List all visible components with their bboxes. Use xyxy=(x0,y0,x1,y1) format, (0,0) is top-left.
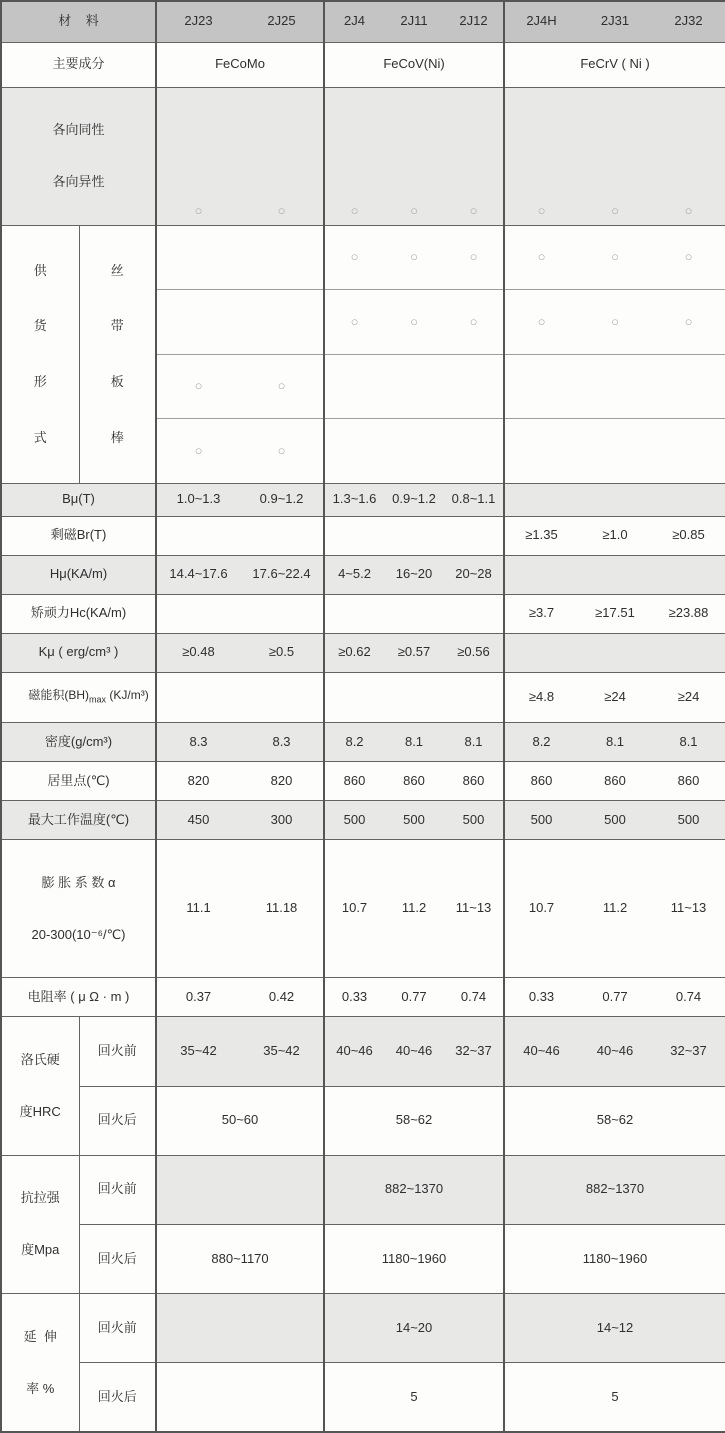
cell-value: ≥0.48 xyxy=(156,633,240,672)
cell-value: 35~42 xyxy=(156,1017,240,1086)
cell-value xyxy=(384,594,444,633)
section-label-line2: 度Mpa xyxy=(21,1242,60,1258)
anisotropy-mark: ○ xyxy=(444,87,504,225)
anisotropy-mark: ○ xyxy=(384,87,444,225)
cell-value xyxy=(156,1294,324,1363)
supply-mark: ○ xyxy=(240,419,324,484)
cell-value: 500 xyxy=(504,801,578,840)
cell-value: 300 xyxy=(240,801,324,840)
cell-value: ≥0.62 xyxy=(324,633,384,672)
supply-forms-label xyxy=(79,225,156,483)
cell-value: ≥24 xyxy=(578,672,652,722)
cell-value: 0.77 xyxy=(384,978,444,1017)
anisotropy-mark: ○ xyxy=(578,87,652,225)
row-label xyxy=(1,672,156,722)
supply-mark: ○ xyxy=(324,290,384,354)
cell-value: 11.1 xyxy=(156,840,240,978)
cell-value: 32~37 xyxy=(652,1017,725,1086)
cell-value: 0.9~1.2 xyxy=(384,483,444,516)
anisotropy-label-line2: 各向异性 xyxy=(52,174,105,190)
post-temper-label: 回火后 xyxy=(79,1363,156,1432)
cell-value xyxy=(652,633,725,672)
row-label: 剩磁Br(T) xyxy=(1,516,156,555)
supply-mark: ○ xyxy=(504,290,578,354)
row-label: Bμ(T) xyxy=(1,483,156,516)
anisotropy-label-line1: 各向同性 xyxy=(52,122,105,138)
header-material-2j4h: 2J4H xyxy=(504,1,578,42)
cell-value: 860 xyxy=(324,762,384,801)
supply-mark xyxy=(240,290,324,354)
cell-value xyxy=(578,555,652,594)
cell-value: 882~1370 xyxy=(324,1155,504,1224)
supply-mark: ○ xyxy=(578,290,652,354)
cell-value: 8.1 xyxy=(444,723,504,762)
elongation-section-label xyxy=(1,1294,79,1433)
anisotropy-label xyxy=(1,87,156,225)
supply-label-char: 式 xyxy=(33,429,47,445)
row-label-line2: 20-300(10⁻⁶/℃) xyxy=(31,926,126,942)
supply-mark xyxy=(504,419,578,484)
cell-value: ≥0.57 xyxy=(384,633,444,672)
cell-value xyxy=(156,1363,324,1432)
row-label: 矫顽力Hc(KA/m) xyxy=(1,594,156,633)
supply-mark: ○ xyxy=(156,354,240,418)
cell-value: 820 xyxy=(240,762,324,801)
cell-value: ≥3.7 xyxy=(504,594,578,633)
cell-value xyxy=(324,672,384,722)
supply-mark xyxy=(324,419,384,484)
supply-mark xyxy=(652,354,725,418)
cell-value: 14~20 xyxy=(324,1294,504,1363)
cell-value: 500 xyxy=(444,801,504,840)
cell-value: 40~46 xyxy=(578,1017,652,1086)
post-temper-label: 回火后 xyxy=(79,1224,156,1293)
cell-value: 8.3 xyxy=(240,723,324,762)
cell-value: ≥0.85 xyxy=(652,516,725,555)
cell-value: 1.0~1.3 xyxy=(156,483,240,516)
supply-mark: ○ xyxy=(444,290,504,354)
tensile-section-label xyxy=(1,1155,79,1293)
composition-row xyxy=(1,42,725,87)
supply-mark xyxy=(444,419,504,484)
section-label-line2: 率 % xyxy=(26,1380,55,1396)
anisotropy-mark: ○ xyxy=(652,87,725,225)
cell-value: 5 xyxy=(504,1363,725,1432)
cell-value: 820 xyxy=(156,762,240,801)
row-label: Hμ(KA/m) xyxy=(1,555,156,594)
cell-value xyxy=(156,1155,324,1224)
composition-fecov: FeCoV(Ni) xyxy=(324,42,504,87)
row-hmu xyxy=(1,555,725,594)
pre-temper-label: 回火前 xyxy=(79,1294,156,1363)
row-label-main: 磁能积(BH) xyxy=(28,688,90,703)
row-hc xyxy=(1,594,725,633)
section-label-line1: 洛氏硬 xyxy=(20,1052,60,1068)
row-bh xyxy=(1,672,725,722)
cell-value: ≥0.5 xyxy=(240,633,324,672)
cell-value xyxy=(156,594,240,633)
supply-row-wire xyxy=(1,225,725,289)
cell-value: 5 xyxy=(324,1363,504,1432)
cell-value xyxy=(324,516,384,555)
header-material-2j25: 2J25 xyxy=(240,1,324,42)
row-label: Kμ ( erg/cm³ ) xyxy=(1,633,156,672)
cell-value xyxy=(156,672,240,722)
cell-value xyxy=(240,594,324,633)
cell-value: 58~62 xyxy=(504,1086,725,1155)
cell-value: 16~20 xyxy=(384,555,444,594)
row-br xyxy=(1,516,725,555)
supply-mark: ○ xyxy=(444,225,504,289)
cell-value xyxy=(578,633,652,672)
cell-value: 8.1 xyxy=(578,723,652,762)
anisotropy-mark: ○ xyxy=(156,87,240,225)
elongation-pre-row xyxy=(1,1294,725,1363)
row-label-subscript: max xyxy=(89,694,107,705)
cell-value: 58~62 xyxy=(324,1086,504,1155)
cell-value: 1.3~1.6 xyxy=(324,483,384,516)
supply-form-plate: 板 xyxy=(110,374,124,390)
cell-value: 8.2 xyxy=(324,723,384,762)
row-label: 最大工作温度(℃) xyxy=(1,801,156,840)
header-material-2j32: 2J32 xyxy=(652,1,725,42)
row-bmu xyxy=(1,483,725,516)
row-label-unit: (KJ/m³) xyxy=(106,688,149,703)
cell-value: 0.77 xyxy=(578,978,652,1017)
elongation-post-row xyxy=(1,1363,725,1432)
header-row xyxy=(1,1,725,42)
anisotropy-mark: ○ xyxy=(504,87,578,225)
cell-value: 10.7 xyxy=(324,840,384,978)
cell-value xyxy=(652,555,725,594)
cell-value xyxy=(652,483,725,516)
cell-value: 8.3 xyxy=(156,723,240,762)
cell-value xyxy=(504,483,578,516)
supply-mark: ○ xyxy=(652,290,725,354)
cell-value: 11.2 xyxy=(578,840,652,978)
cell-value: 35~42 xyxy=(240,1017,324,1086)
cell-value: 14~12 xyxy=(504,1294,725,1363)
cell-value: 0.74 xyxy=(652,978,725,1017)
cell-value: 11.2 xyxy=(384,840,444,978)
supply-mark: ○ xyxy=(156,419,240,484)
cell-value: 500 xyxy=(324,801,384,840)
cell-value: 500 xyxy=(578,801,652,840)
supply-label-char: 形 xyxy=(33,374,47,390)
cell-value: 860 xyxy=(652,762,725,801)
cell-value: 40~46 xyxy=(504,1017,578,1086)
cell-value xyxy=(444,594,504,633)
row-label xyxy=(1,840,156,978)
cell-value: 0.33 xyxy=(504,978,578,1017)
header-material-2j31: 2J31 xyxy=(578,1,652,42)
cell-value xyxy=(156,516,240,555)
supply-form-rod: 棒 xyxy=(110,429,124,445)
anisotropy-row xyxy=(1,87,725,225)
cell-value xyxy=(384,672,444,722)
row-resistivity xyxy=(1,978,725,1017)
cell-value xyxy=(504,633,578,672)
row-maxtemp xyxy=(1,801,725,840)
supply-form-wire: 丝 xyxy=(110,262,124,278)
header-material-label: 材 料 xyxy=(1,1,156,42)
cell-value: 11~13 xyxy=(444,840,504,978)
tensile-post-row xyxy=(1,1224,725,1293)
supply-mark xyxy=(444,354,504,418)
cell-value: 860 xyxy=(578,762,652,801)
supply-mark: ○ xyxy=(324,225,384,289)
cell-value: ≥17.51 xyxy=(578,594,652,633)
supply-form-strip: 带 xyxy=(110,318,124,334)
supply-mark xyxy=(384,419,444,484)
cell-value xyxy=(384,516,444,555)
cell-value: ≥23.88 xyxy=(652,594,725,633)
cell-value: 450 xyxy=(156,801,240,840)
cell-value: 0.74 xyxy=(444,978,504,1017)
cell-value: 11.18 xyxy=(240,840,324,978)
pre-temper-label: 回火前 xyxy=(79,1017,156,1086)
cell-value: ≥24 xyxy=(652,672,725,722)
cell-value xyxy=(444,672,504,722)
cell-value: ≥1.0 xyxy=(578,516,652,555)
cell-value: 32~37 xyxy=(444,1017,504,1086)
supply-mark xyxy=(578,354,652,418)
hardness-pre-row xyxy=(1,1017,725,1086)
row-label: 密度(g/cm³) xyxy=(1,723,156,762)
supply-mark: ○ xyxy=(240,354,324,418)
supply-mark: ○ xyxy=(652,225,725,289)
cell-value: 0.8~1.1 xyxy=(444,483,504,516)
cell-value: ≥0.56 xyxy=(444,633,504,672)
supply-mark xyxy=(156,225,240,289)
cell-value: 10.7 xyxy=(504,840,578,978)
post-temper-label: 回火后 xyxy=(79,1086,156,1155)
tensile-pre-row xyxy=(1,1155,725,1224)
supply-section-label xyxy=(1,225,79,483)
cell-value: 860 xyxy=(444,762,504,801)
hardness-post-row xyxy=(1,1086,725,1155)
supply-label-char: 供 xyxy=(33,262,47,278)
cell-value xyxy=(444,516,504,555)
cell-value: 500 xyxy=(384,801,444,840)
supply-label-char: 货 xyxy=(33,318,47,334)
anisotropy-mark: ○ xyxy=(240,87,324,225)
supply-mark: ○ xyxy=(384,225,444,289)
header-material-2j4: 2J4 xyxy=(324,1,384,42)
cell-value: 0.9~1.2 xyxy=(240,483,324,516)
composition-fecrv: FeCrV ( Ni ) xyxy=(504,42,725,87)
cell-value: 4~5.2 xyxy=(324,555,384,594)
cell-value: 880~1170 xyxy=(156,1224,324,1293)
row-kmu xyxy=(1,633,725,672)
cell-value: 1180~1960 xyxy=(324,1224,504,1293)
cell-value: 1180~1960 xyxy=(504,1224,725,1293)
header-material-2j12: 2J12 xyxy=(444,1,504,42)
supply-mark: ○ xyxy=(384,290,444,354)
row-density xyxy=(1,723,725,762)
row-label: 居里点(℃) xyxy=(1,762,156,801)
pre-temper-label: 回火前 xyxy=(79,1155,156,1224)
cell-value xyxy=(578,483,652,516)
supply-mark xyxy=(156,290,240,354)
supply-mark xyxy=(324,354,384,418)
row-curie xyxy=(1,762,725,801)
cell-value: 14.4~17.6 xyxy=(156,555,240,594)
cell-value: 0.37 xyxy=(156,978,240,1017)
section-label-line2: 度HRC xyxy=(19,1103,61,1119)
supply-mark xyxy=(652,419,725,484)
supply-mark: ○ xyxy=(504,225,578,289)
cell-value: 8.1 xyxy=(384,723,444,762)
cell-value: 50~60 xyxy=(156,1086,324,1155)
cell-value: 0.33 xyxy=(324,978,384,1017)
cell-value: 500 xyxy=(652,801,725,840)
cell-value xyxy=(240,672,324,722)
anisotropy-mark: ○ xyxy=(324,87,384,225)
hardness-section-label xyxy=(1,1017,79,1155)
composition-label: 主要成分 xyxy=(1,42,156,87)
supply-mark xyxy=(240,225,324,289)
supply-mark xyxy=(578,419,652,484)
cell-value: 860 xyxy=(384,762,444,801)
supply-mark xyxy=(384,354,444,418)
cell-value: 40~46 xyxy=(324,1017,384,1086)
row-expansion xyxy=(1,840,725,978)
row-label-line1: 膨 胀 系 数 α xyxy=(41,874,116,890)
cell-value: 20~28 xyxy=(444,555,504,594)
cell-value: 8.1 xyxy=(652,723,725,762)
cell-value xyxy=(324,594,384,633)
cell-value: 17.6~22.4 xyxy=(240,555,324,594)
cell-value xyxy=(240,516,324,555)
composition-fecomo: FeCoMo xyxy=(156,42,324,87)
header-material-2j23: 2J23 xyxy=(156,1,240,42)
cell-value: 11~13 xyxy=(652,840,725,978)
cell-value: ≥4.8 xyxy=(504,672,578,722)
row-label: 电阻率 ( μ Ω · m ) xyxy=(1,978,156,1017)
cell-value: 882~1370 xyxy=(504,1155,725,1224)
cell-value: 8.2 xyxy=(504,723,578,762)
cell-value: 860 xyxy=(504,762,578,801)
cell-value: ≥1.35 xyxy=(504,516,578,555)
cell-value: 0.42 xyxy=(240,978,324,1017)
supply-mark: ○ xyxy=(578,225,652,289)
header-material-2j11: 2J11 xyxy=(384,1,444,42)
cell-value xyxy=(504,555,578,594)
section-label-line1: 抗拉强 xyxy=(20,1190,60,1206)
supply-mark xyxy=(504,354,578,418)
cell-value: 40~46 xyxy=(384,1017,444,1086)
section-label-line1: 延 伸 xyxy=(23,1328,57,1344)
